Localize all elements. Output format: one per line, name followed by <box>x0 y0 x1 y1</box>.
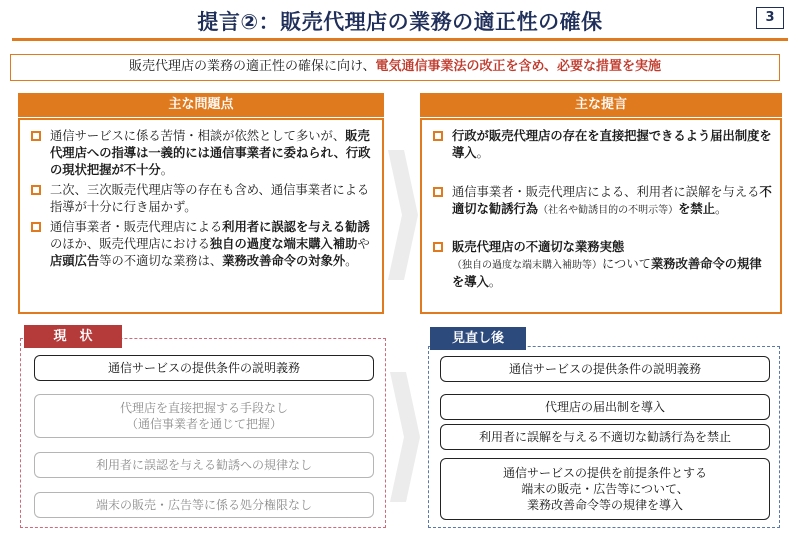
proposal-item-3: 販売代理店の不適切な業務実態（独自の過度な端末購入補助等）について業務改善命令の規律を導入。 <box>430 239 772 291</box>
issue-item-1: 通信サービスに係る苦情・相談が依然として多いが、販売代理店への指導は一義的には通信事業者に委ねられ、行政の現状把握が不十分。 <box>28 128 372 179</box>
square-bullet-icon <box>433 131 443 141</box>
title-underline <box>12 38 788 41</box>
proposal-item-2: 通信事業者・販売代理店による、利用者に誤解を与える不適切な勧誘行為（社名や勧誘目的の不明示等）を禁止。 <box>430 184 772 219</box>
revised-item-3: 利用者に誤解を与える不適切な勧誘行為を禁止 <box>440 424 770 450</box>
arrow-right-icon <box>388 150 420 280</box>
revised-tag: 見直し後 <box>430 327 526 350</box>
proposals-box <box>420 118 782 314</box>
current-item-4: 端末の販売・広告等に係る処分権限なし <box>34 492 374 518</box>
current-item-1: 通信サービスの提供条件の説明義務 <box>34 355 374 381</box>
issues-list <box>28 128 372 270</box>
square-bullet-icon <box>31 185 41 195</box>
current-item-2: 代理店を直接把握する手段なし （通信事業者を通じて把握） <box>34 394 374 438</box>
issues-box <box>18 118 384 314</box>
proposal-item-1: 行政が販売代理店の存在を直接把握できるよう届出制度を導入。 <box>430 128 772 162</box>
page-title: 提言②：販売代理店の業務の適正性の確保 <box>197 10 603 34</box>
revised-item-1: 通信サービスの提供条件の説明義務 <box>440 356 770 382</box>
issues-header: 主な問題点 <box>18 93 384 117</box>
square-bullet-icon <box>31 131 41 141</box>
summary-highlight: 電気通信事業法の改正を含め、必要な措置を実施 <box>375 59 661 74</box>
revised-item-4: 通信サービスの提供を前提条件とする 端末の販売・広告等について、 業務改善命令等の規律を導入 <box>440 458 770 520</box>
summary-text: 販売代理店の業務の適正性の確保に向け、 <box>129 59 376 74</box>
revised-item-2: 代理店の届出制を導入 <box>440 394 770 420</box>
current-item-3: 利用者に誤認を与える勧誘への規律なし <box>34 452 374 478</box>
arrow-right-icon <box>390 372 422 502</box>
issue-item-3: 通信事業者・販売代理店による利用者に誤認を与える勧誘のほか、販売代理店における独自の過度な端末購入補助や店頭広告等の不適切な業務は、業務改善命令の対象外。 <box>28 219 372 270</box>
square-bullet-icon <box>433 187 443 197</box>
square-bullet-icon <box>433 242 443 252</box>
proposals-header: 主な提言 <box>420 93 782 117</box>
current-tag: 現 状 <box>24 325 122 348</box>
proposals-list <box>430 128 772 291</box>
square-bullet-icon <box>31 222 41 232</box>
summary-banner <box>10 54 780 81</box>
page-number: 3 <box>756 7 784 29</box>
issue-item-2: 二次、三次販売代理店等の存在も含め、通信事業者による指導が十分に行き届かず。 <box>28 182 372 216</box>
